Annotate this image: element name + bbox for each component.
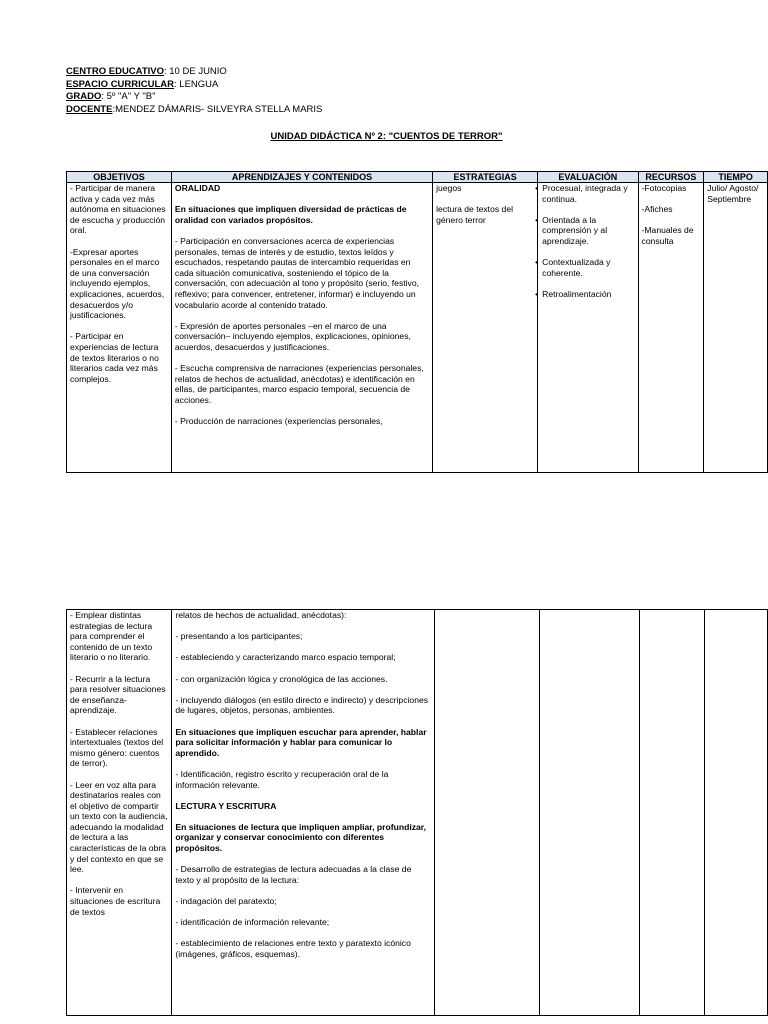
table-row (67, 610, 768, 1016)
evaluacion-item: • Procesual, integrada y continua. (535, 183, 634, 204)
docente-label: DOCENTE (66, 103, 113, 115)
page-break-gap (0, 478, 768, 606)
objetivo-item: - Emplear distintas estrategias de lectura para comprender el contenido de un texto literario o no literario. (70, 610, 153, 663)
contenido-item: - Identificación, registro escrito y recuperación oral de la información relevante. (175, 768, 389, 790)
evaluacion-item: • Retroalimentación (535, 289, 634, 300)
contenido-item: - Escucha comprensiva de narraciones (experiencias personales, relatos de hechos de actualidad, anécdotas) e identificación en ellas, de participantes, marco espacio temporal, secuencia de acciones. (174, 363, 424, 405)
grado-label: GRADO (66, 91, 102, 102)
contenidos-cell (171, 183, 432, 473)
col-header-aprendizajes: APRENDIZAJES Y CONTENIDOS (171, 172, 432, 183)
recursos-cell (638, 183, 704, 473)
objetivos-cell (67, 183, 172, 473)
objetivo-item: - Recurrir a la lectura para resolver situaciones de enseñanza-aprendizaje. (70, 673, 166, 716)
table-header-row (67, 172, 768, 183)
grado-line (66, 91, 322, 104)
espacio-label: ESPACIO CURRICULAR (66, 78, 175, 90)
contenido-item: - indagación del paratexto; (175, 896, 277, 907)
recurso-item: -Afiches (641, 204, 673, 215)
contenido-item: - Producción de narraciones (experiencias personales, (174, 416, 383, 427)
centro-line (66, 66, 322, 79)
tiempo-cell (704, 610, 767, 1016)
table-row (67, 183, 768, 473)
docente-line (66, 104, 322, 117)
estrategias-cell (433, 183, 538, 473)
contenido-item: - estableciendo y caracterizando marco espacio temporal; (175, 652, 396, 663)
evaluacion-item: • Contextualizada y coherente. (535, 257, 634, 278)
planning-table-page-1 (66, 171, 768, 473)
objetivo-item: - Leer en voz alta para destinatarios reales con el objetivo de compartir un texto con la audiencia, adecuando la modalidad de lectura a las características de la obra y del contexto en que se lee. (70, 779, 168, 875)
col-header-recursos: RECURSOS (638, 172, 704, 183)
objetivos-cell (67, 610, 172, 1016)
section-subheading: En situaciones que impliquen diversidad de prácticas de oralidad con variados propósitos. (174, 204, 407, 225)
recursos-cell (639, 610, 704, 1016)
recurso-item: -Fotocopias (641, 183, 687, 193)
section-heading-oralidad: ORALIDAD (174, 183, 221, 193)
grado-value: : 5º "A" Y "B" (101, 91, 156, 102)
tiempo-cell (704, 183, 768, 473)
section-heading-lectura-escritura: LECTURA Y ESCRITURA (175, 800, 277, 811)
contenido-item: - Participación en conversaciones acerca de experiencias personales, temas de interés y de estudio, textos leídos y escuchados, respetando pautas de intercambio requeridas en cada situación comunicativa, sosteniendo el tópico de la conversación, con adecuación al tono y propósito (serio, festivo, reflexivo; para convencer, entretener, informar) e incluyendo un vocabulario acorde al contenido tratado. (174, 235, 420, 310)
estrategia-item: juegos (436, 183, 462, 193)
docente-value: :MENDEZ DÁMARIS- SILVEYRA STELLA MARIS (112, 103, 323, 115)
espacio-value: : LENGUA (174, 78, 219, 90)
unit-title: UNIDAD DIDÁCTICA Nº 2: "CUENTOS DE TERROR" (270, 131, 503, 142)
planning-table-page-2 (66, 609, 768, 1016)
estrategias-cell (435, 610, 540, 1016)
objetivo-item: - Participar de manera activa y cada vez más autónoma en situaciones de escucha y producción oral. (70, 183, 166, 236)
col-header-tiempo: TIEMPO (704, 172, 768, 183)
contenido-item: - incluyendo diálogos (en estilo directo e indirecto) y descripciones de lugares, objetos, personas, ambientes. (175, 694, 429, 716)
contenido-item: - Expresión de aportes personales –en el marco de una conversación– incluyendo ejemplos, explicaciones, opiniones, acuerdos, desacuerdos y justificaciones. (174, 320, 411, 352)
contenido-item: - Desarrollo de estrategias de lectura adecuadas a la clase de texto y al propósito de la lectura: (175, 864, 412, 885)
contenido-item: - con organización lógica y cronológica de las acciones. (175, 673, 388, 684)
col-header-estrategias: ESTRATEGIAS (433, 172, 538, 183)
document-header (66, 66, 322, 116)
centro-label: CENTRO EDUCATIVO (66, 66, 164, 77)
contenido-item: - presentando a los participantes; (175, 631, 303, 642)
espacio-line (66, 79, 322, 92)
contenido-item: relatos de hechos de actualidad, anécdotas): (175, 610, 347, 620)
recurso-item: -Manuales de consulta (641, 225, 694, 246)
evaluacion-item: • Orientada a la comprensión y al aprendizaje. (535, 215, 634, 247)
contenido-item: - establecimiento de relaciones entre texto y paratexto icónico (imágenes, gráficos, esquemas). (175, 938, 411, 959)
tiempo-value: Julio/ Agosto/ Septiembre (707, 183, 759, 204)
evaluacion-cell (540, 610, 640, 1016)
section-subheading: En situaciones que impliquen escuchar para aprender, hablar para solicitar información y hablar para comunicar lo aprendido. (175, 726, 427, 758)
objetivo-item: - Intervenir en situaciones de escritura de textos (70, 885, 161, 917)
centro-value: : 10 DE JUNIO (164, 66, 227, 77)
objetivo-item: - Establecer relaciones intertextuales (textos del mismo género: cuentos de terror). (70, 726, 164, 769)
col-header-objetivos: OBJETIVOS (67, 172, 172, 183)
objetivo-item: - Participar en experiencias de lectura de textos literarios o no literarios cada vez más complejos. (70, 331, 159, 384)
evaluacion-list (541, 183, 634, 300)
section-subheading: En situaciones de lectura que impliquen ampliar, profundizar, organizar y conservar conocimiento con diferentes propósitos. (175, 821, 427, 854)
estrategia-item: lectura de textos del género terror (436, 204, 514, 225)
evaluacion-cell (538, 183, 638, 473)
col-header-evaluacion: EVALUACIÓN (538, 172, 638, 183)
objetivo-item: -Expresar aportes personales en el marco de una conversación incluyendo ejemplos, explicaciones, acuerdos, desacuerdos y/o justificaciones. (70, 246, 165, 321)
contenidos-cell (172, 610, 435, 1016)
contenido-item: - identificación de información relevante; (175, 917, 330, 928)
